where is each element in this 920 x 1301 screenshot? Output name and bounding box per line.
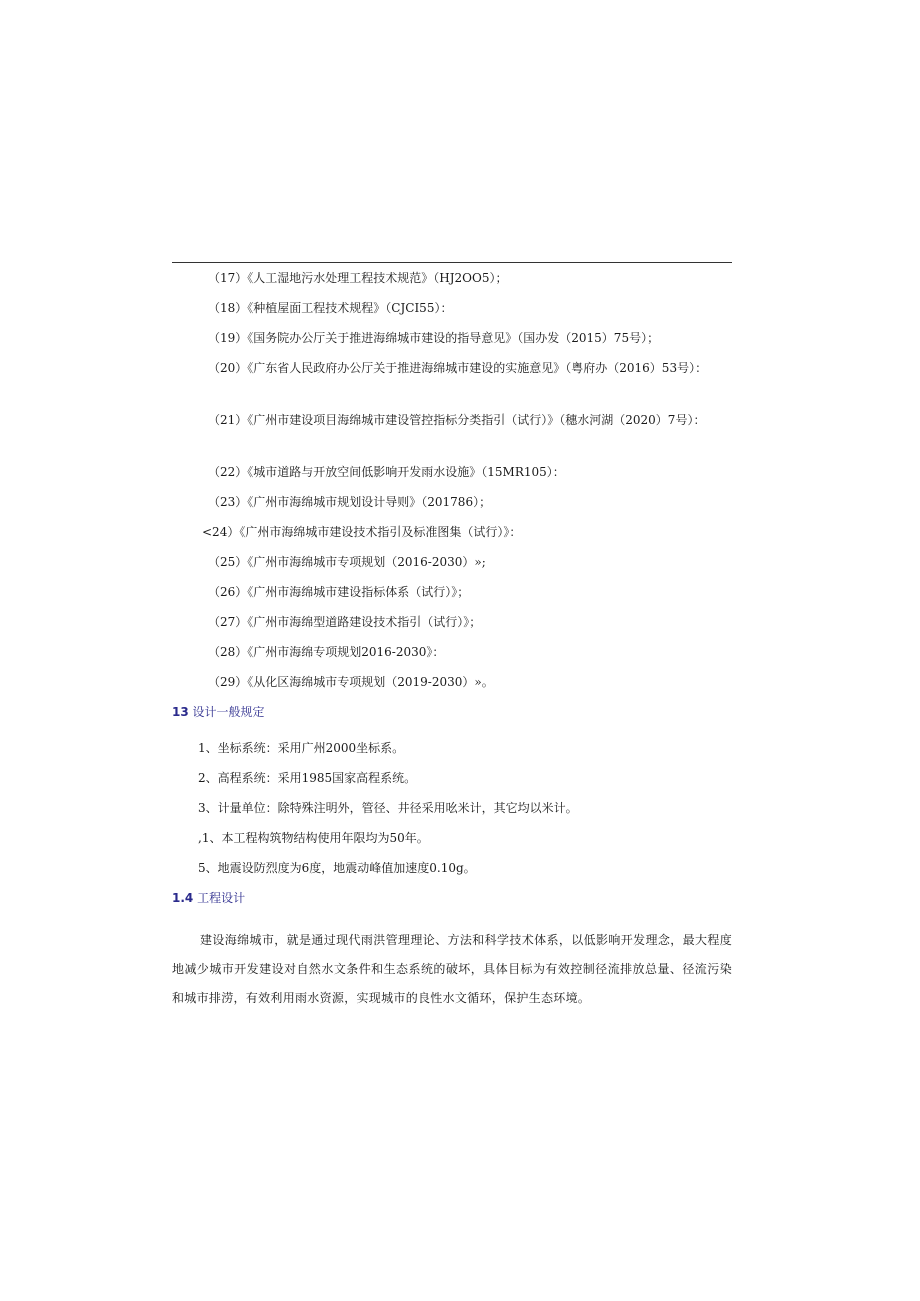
header-rule [172, 262, 732, 263]
reference-item-17: （17）《人工湿地污水处理工程技术规范》（HJ2OO5）； [208, 271, 508, 285]
reference-item-27: （27）《广州市海绵型道路建设技术指引（试行）》； [208, 615, 482, 629]
section-number-14: 1.4 [172, 891, 194, 905]
reference-item-20: （20）《广东省人民政府办公厅关于推进海绵城市建设的实施意见》（粤府办（2016）53号）： [208, 361, 708, 375]
reference-item-24: <24）《广州市海绵城市建设技术指引及标准图集（试行）》： [202, 525, 522, 539]
reference-item-28: （28）《广州市海绵专项规划2016-2030》： [208, 645, 445, 659]
section-title-13: 设计一般规定 [192, 705, 265, 719]
reference-item-29: （29）《从化区海绵城市专项规划（2019-2030）»。 [208, 675, 494, 689]
reference-item-25: （25）《广州市海绵城市专项规划（2016-2030）»; [208, 555, 486, 569]
section-heading-14 [172, 890, 732, 920]
rule-item-elevation: 2、高程系统：采用1985国家高程系统。 [198, 771, 417, 785]
section-number-13: 13 [172, 705, 189, 719]
rule-item-units: 3、计量单位：除特殊注明外，管径、井径采用吆米计，其它均以米计。 [198, 801, 578, 815]
rule-item-seismic: 5、地震设防烈度为6度，地震动峰值加速度0.10g。 [198, 861, 476, 875]
reference-item-22: （22）《城市道路与开放空间低影响开发雨水设施》（15MR105）： [208, 465, 565, 479]
section-14-paragraph: 建设海绵城市，就是通过现代雨洪管理理论、方法和科学技术体系，以低影响开发理念，最大程度地减少城市开发建设对自然水文条件和生态系统的破坏，具体目标为有效控制径流排放总量、径流污染和城市排涝，有效利用雨水资源，实现城市的良性水文循环，保护生态环境。 [172, 933, 732, 1005]
reference-item-23: （23）《广州市海绵城市规划设计导则》（201786）； [208, 495, 492, 509]
rule-item-coordinate: 1、坐标系统：采用广州2000坐标系。 [198, 741, 405, 755]
reference-item-19: （19）《国务院办公厅关于推进海绵城市建设的指导意见》（国办发（2015）75号）； [208, 331, 660, 345]
reference-item-26: （26）《广州市海绵城市建设指标体系（试行）》； [208, 585, 470, 599]
reference-item-21: （21）《广州市建设项目海绵城市建设管控指标分类指引（试行）》（穗水河湖（2020）7号）： [208, 413, 706, 427]
section-title-14: 工程设计 [197, 891, 246, 905]
rule-item-service-life: ,1、本工程构筑物结构使用年限均为50年。 [198, 831, 429, 845]
reference-item-18: （18）《种植屋面工程技术规程》（CJCI55）： [208, 301, 453, 315]
document-body [172, 270, 732, 1013]
section-heading-13 [172, 704, 732, 734]
